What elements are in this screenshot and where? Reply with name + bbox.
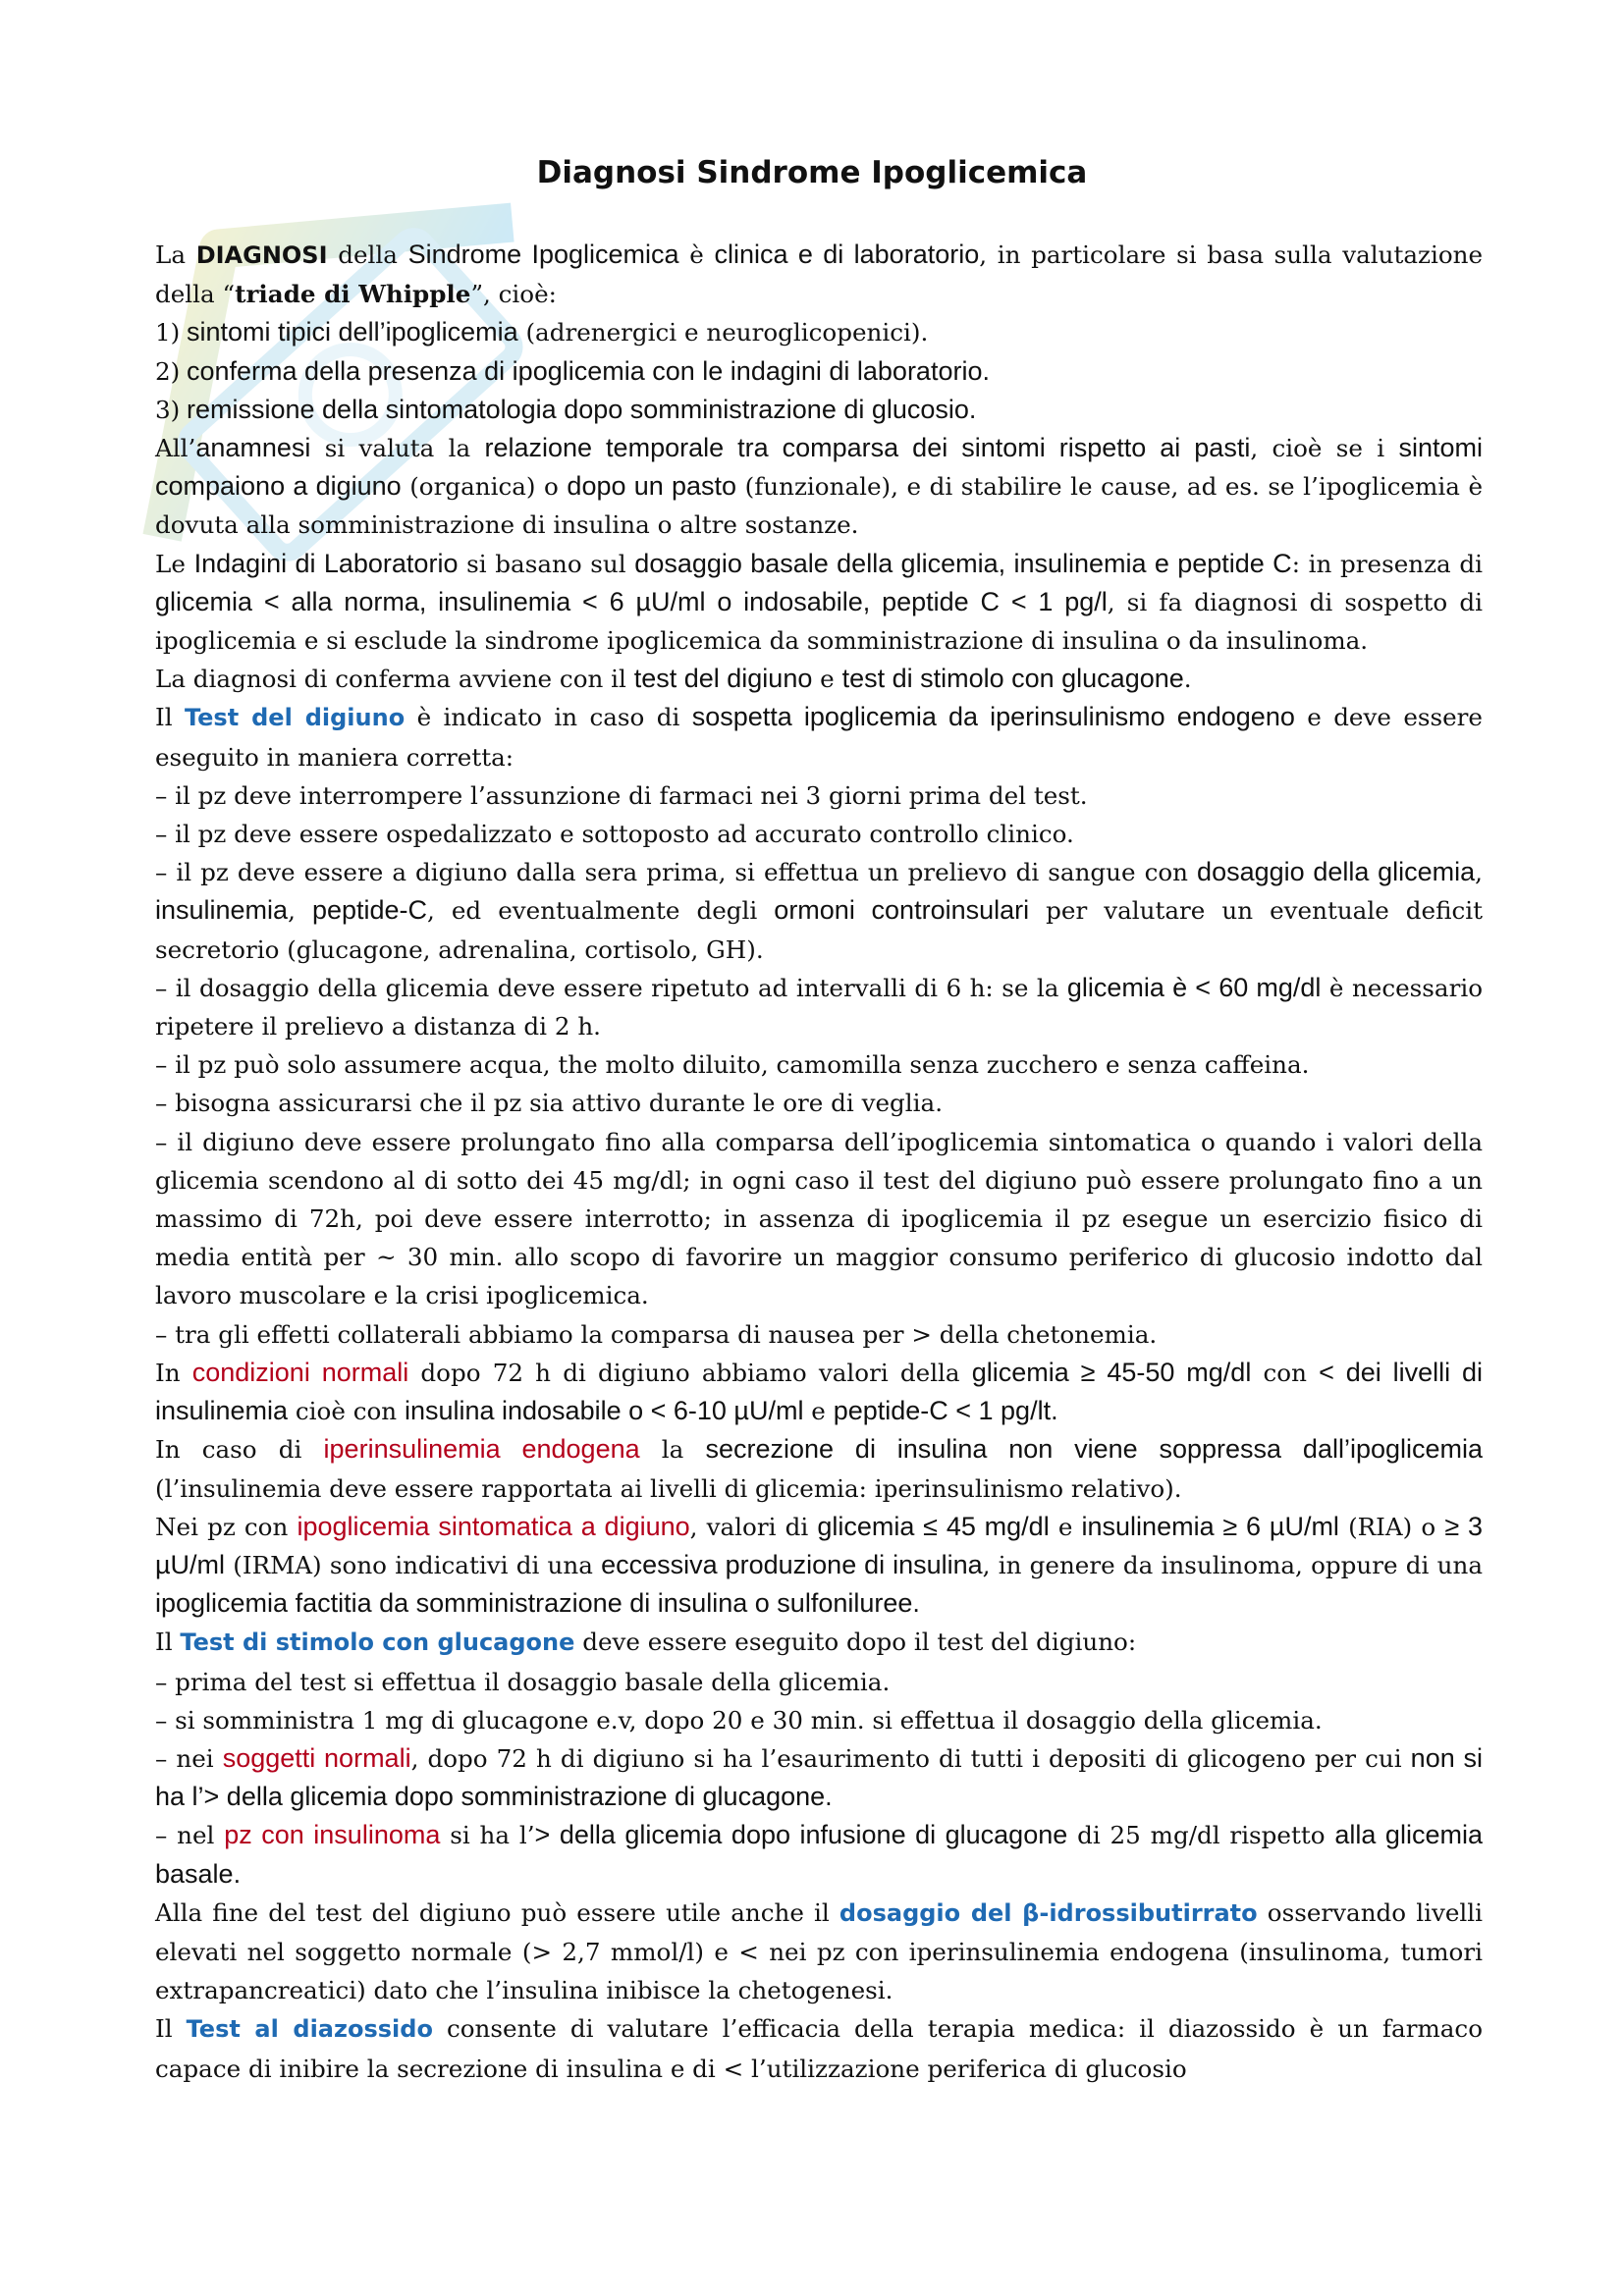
intro-paragraph: La DIAGNOSI della Sindrome Ipoglicemica è clinica e di laboratorio, in particolare si basa sulla valutazione della “triade di Whipple”, cioè: <box>155 240 1484 309</box>
list-item: 1) sintomi tipici dell’ipoglicemia (adrenergici e neuroglicopenici). <box>155 317 929 347</box>
page-title: Diagnosi Sindrome Ipoglicemica <box>536 155 1088 190</box>
dash-item: – il dosaggio della glicemia deve essere ripetuto ad intervalli di 6 h: se la glicemia è < 60 mg/dl è necessario ripetere il prelievo a distanza di 2 h. <box>155 972 1483 1041</box>
dash-item: – il pz può solo assumere acqua, the molto diluito, camomilla senza zucchero e senza caffeina. <box>155 1050 1310 1080</box>
dash-item: – il pz deve essere a digiuno dalla sera prima, si effettua un prelievo di sangue con dosaggio della glicemia, insulinemia, peptide-C, ed eventualmente degli ormoni controinsulari per valutare un eventuale deficit secretorio (glucagone, adrenalina, cortisolo, GH). <box>155 857 1484 964</box>
hydroxybutyrate-paragraph: Alla fine del test del digiuno può essere utile anche il dosaggio del β-idrossibutirrato osservando livelli elevati nel soggetto normale (> 2,7 mmol/l) e < nei pz con iperinsulinemia endogena (insulinoma, tumori extrapancreatici) dato che l’insulina inibisce la chetogenesi. <box>155 1897 1484 2005</box>
anamnesis-paragraph: All’anamnesi si valuta la relazione temporale tra comparsa dei sintomi rispetto ai pasti, cioè se i sintomi compaiono a digiuno (organica) o dopo un pasto (funzionale), e di stabilire le cause, ad es. se l’ipoglicemia è dovuta alla somministrazione di insulina o altre sostanze. <box>155 433 1484 540</box>
dash-item: – bisogna assicurarsi che il pz sia attivo durante le ore di veglia. <box>155 1089 944 1118</box>
diazoxide-paragraph: Il Test al diazossido consente di valutare l’efficacia della terapia medica: il diazossido è un farmaco capace di inibire la secrezione di insulina e di < l’utilizzazione periferica di glucosio <box>155 2014 1484 2083</box>
dash-item: – il pz deve interrompere l’assunzione di farmaci nei 3 giorni prima del test. <box>155 780 1088 810</box>
dash-item: – tra gli effetti collaterali abbiamo la comparsa di nausea per > della chetonemia. <box>155 1319 1158 1349</box>
dash-item: – nel pz con insulinoma si ha l’> della glicemia dopo infusione di glucagone di 25 mg/dl rispetto alla glicemia basale. <box>155 1820 1483 1889</box>
dash-item: – il pz deve essere ospedalizzato e sottoposto ad accurato controllo clinico. <box>155 820 1074 849</box>
lab-paragraph: Le Indagini di Laboratorio si basano sul dosaggio basale della glicemia, insulinemia e peptide C: in presenza di glicemia < alla norma, insulinemia < 6 µU/ml o indosabile, peptide C < 1 pg/l, si fa diagnosi di sospetto di ipoglicemia e si esclude la sindrome ipoglicemica da somministrazione di insulina o da insulinoma. <box>155 548 1483 656</box>
dash-item: – nei soggetti normali, dopo 72 h di digiuno si ha l’esaurimento di tutti i depositi di glicogeno per cui non si ha l’> della glicemia dopo somministrazione di glucagone. <box>155 1742 1483 1812</box>
dash-item: – il digiuno deve essere prolungato fino alla comparsa dell’ipoglicemia sintomatica o quando i valori della glicemia scendono al di sotto dei 45 mg/dl; in ogni caso il test del digiuno può essere prolungato fino a un massimo di 72h, poi deve essere interrotto; in assenza di ipoglicemia il pz esegue un esercizio fisico di media entità per ~ 30 min. allo scopo di favorire un maggior consumo periferico di glucosio indotto dal lavoro muscolare e la crisi ipoglicemica. <box>155 1127 1483 1310</box>
confirm-paragraph: La diagnosi di conferma avviene con il test del digiuno e test di stimolo con glucagone. <box>155 664 1192 694</box>
normal-conditions-paragraph: In condizioni normali dopo 72 h di digiuno abbiamo valori della glicemia ≥ 45-50 mg/dl con < dei livelli di insulinemia cioè con insulina indosabile o < 6-10 µU/ml e peptide-C < 1 pg/lt. <box>155 1357 1484 1426</box>
list-item: 3) remissione della sintomatologia dopo somministrazione di glucosio. <box>155 394 977 424</box>
document-body <box>155 236 1483 2088</box>
fasting-test-paragraph: Il Test del digiuno è indicato in caso di sospetta ipoglicemia da iperinsulinismo endogeno e deve essere eseguito in maniera corretta: <box>155 702 1483 772</box>
dash-item: – prima del test si effettua il dosaggio basale della glicemia. <box>155 1667 891 1696</box>
symptomatic-paragraph: Nei pz con ipoglicemia sintomatica a digiuno, valori di glicemia ≤ 45 mg/dl e insulinemia ≥ 6 µU/ml (RIA) o ≥ 3 µU/ml (IRMA) sono indicativi di una eccessiva produzione di insulina, in genere da insulinoma, oppure di una ipoglicemia factitia da somministrazione di insulina o sulfoniluree. <box>155 1511 1483 1619</box>
hyperinsulinemia-paragraph: In caso di iperinsulinemia endogena la secrezione di insulina non viene soppressa dall’ipoglicemia (l’insulinemia deve essere rapportata ai livelli di glicemia: iperinsulinismo relativo). <box>155 1434 1484 1503</box>
list-item: 2) conferma della presenza di ipoglicemia con le indagini di laboratorio. <box>155 355 990 386</box>
dash-item: – si somministra 1 mg di glucagone e.v, dopo 20 e 30 min. si effettua il dosaggio della glicemia. <box>155 1705 1323 1735</box>
glucagon-test-paragraph: Il Test di stimolo con glucagone deve essere eseguito dopo il test del digiuno: <box>155 1628 1137 1657</box>
